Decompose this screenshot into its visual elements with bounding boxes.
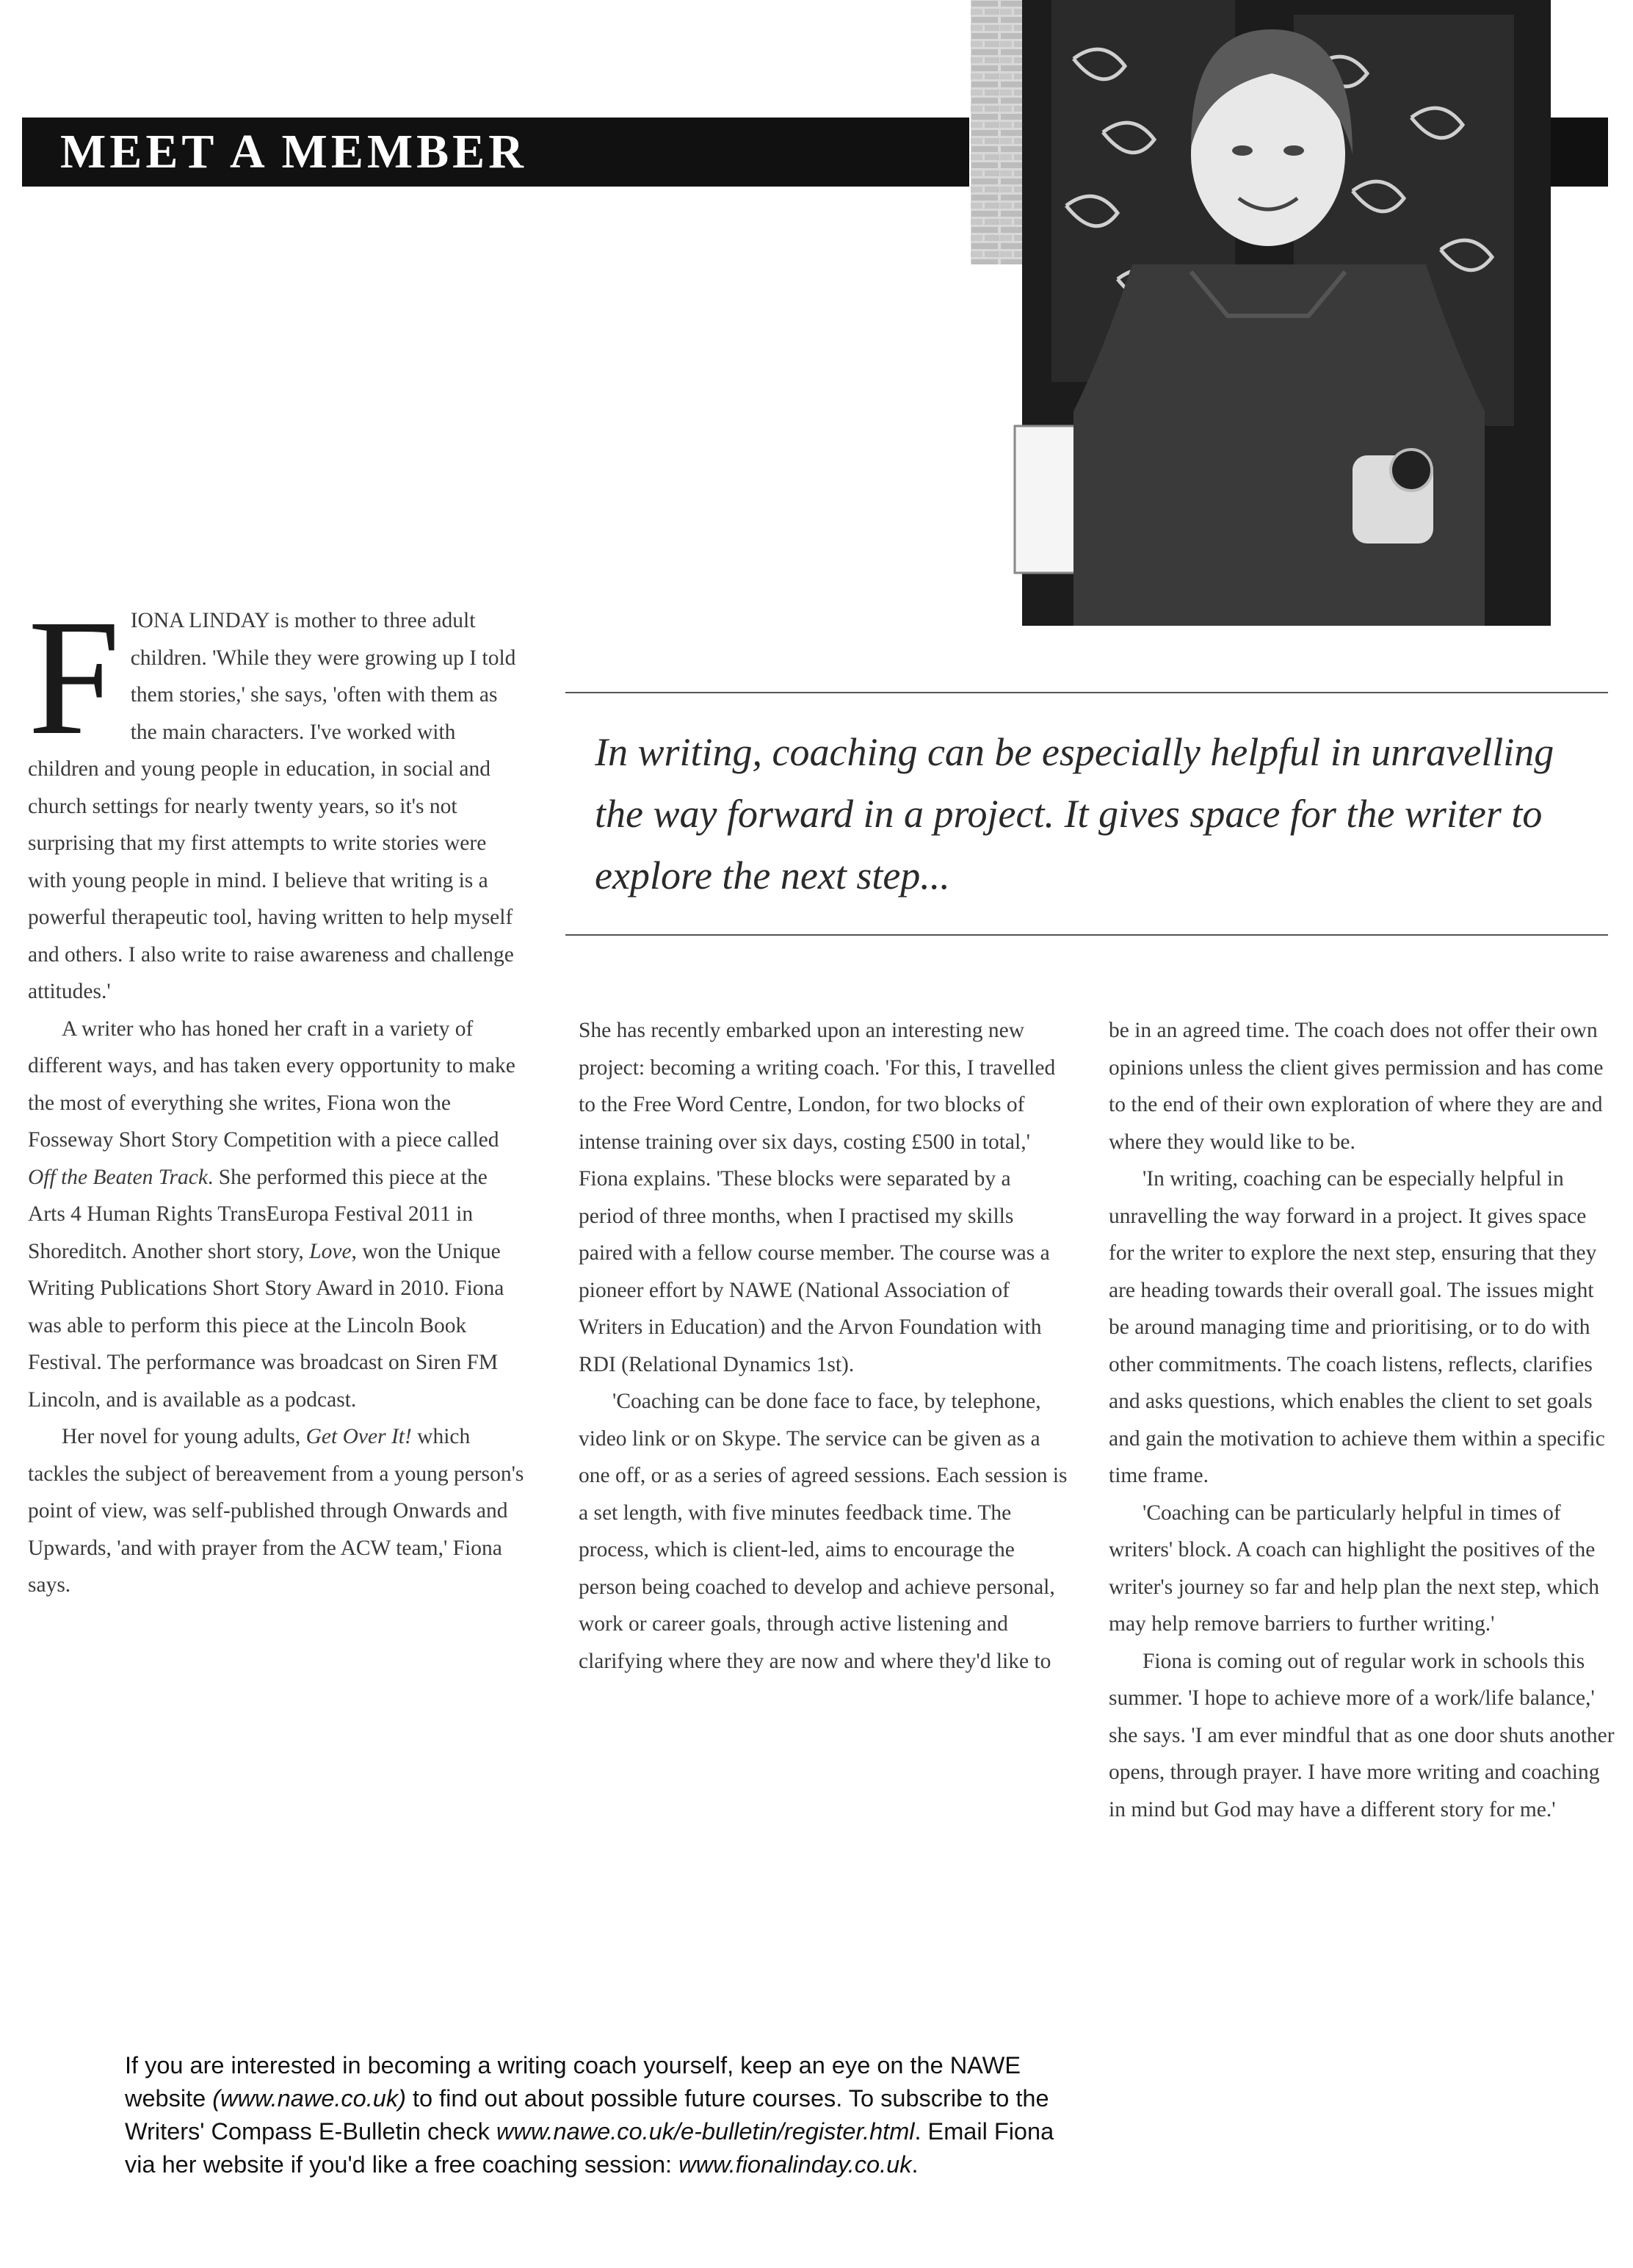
paragraph-text: 'Coaching can be done face to face, by telephone, video link or on Skype. The service can be given as a one off, or as a series of agreed sessions. Each session is a set length, with five minutes feedback time. The process, which is client-led, aims to encourage the person being coached to develop and achieve personal, work or career goals, through active listening and clarifying where they are now and where they'd like to bbox=[579, 1390, 1068, 1673]
paragraph-text: , won the Unique Writing Publications Short Story Award in 2010. Fiona was able to perform this piece at the Lincoln Book Festival. The performance was broadcast on Siren FM Lincoln, and is available as a podcast. bbox=[28, 1239, 504, 1412]
story-title: Love bbox=[309, 1239, 352, 1263]
article-paragraph bbox=[28, 1418, 527, 1604]
article-paragraph bbox=[579, 1012, 1069, 1383]
paragraph-text: A writer who has honed her craft in a variety of different ways, and has taken every opportunity to make the most of everything she writes, Fiona won the Fosseway Short Story Competition with a piece called bbox=[28, 1016, 515, 1152]
article-column-3 bbox=[1109, 1012, 1615, 1828]
paragraph-text: Her novel for young adults, bbox=[62, 1425, 306, 1448]
pull-quote bbox=[565, 692, 1608, 936]
callout-text: to find out about possible future courses. To subscribe to the Writers' Compass E-Bulletin check bbox=[125, 2085, 1049, 2145]
article-paragraph bbox=[1109, 1495, 1615, 1643]
paragraph-text: Fiona is coming out of regular work in schools this summer. 'I hope to achieve more of a work/life balance,' she says. 'I am ever mindful that as one door shuts another opens, through prayer. I have more writing and coaching in mind but God may have a different story for me.' bbox=[1109, 1649, 1615, 1821]
section-title: MEET A MEMBER bbox=[60, 125, 527, 178]
article-paragraph bbox=[579, 1383, 1069, 1680]
member-photo bbox=[971, 0, 1551, 626]
article-paragraph bbox=[1109, 1012, 1615, 1160]
article-paragraph bbox=[28, 585, 527, 1011]
article-column-1 bbox=[28, 585, 527, 1604]
article-paragraph bbox=[1109, 1160, 1615, 1495]
novel-title: Get Over It! bbox=[305, 1425, 412, 1448]
article-column-2 bbox=[579, 1012, 1069, 1680]
portrait-illustration bbox=[971, 0, 1551, 626]
callout-text: . Email Fiona via her website if you'd like a free coaching session: bbox=[125, 2118, 1054, 2178]
article-paragraph bbox=[28, 1011, 527, 1419]
paragraph-text: She has recently embarked upon an interesting new project: becoming a writing coach. 'For this, I travelled to the Free Word Centre, London, for two blocks of intense training over six days, costing £500 in total,' Fiona explains. 'These blocks were separated by a period of three months, when I practised my skills paired with a fellow course member. The course was a pioneer effort by NAWE (National Association of Writers in Education) and the Arvon Foundation with RDI (Relational Dynamics 1st). bbox=[579, 1019, 1056, 1376]
paragraph-text: which tackles the subject of bereavement from a young person's point of view, was self-published through Onwards and Upwards, 'and with prayer from the ACW team,' Fiona says. bbox=[28, 1425, 524, 1597]
paragraph-text: 'Coaching can be particularly helpful in times of writers' block. A coach can highlight the positives of the writer's journey so far and help plan the next step, which may help remove barriers to further writing.' bbox=[1109, 1500, 1600, 1636]
paragraph-text: . She performed this piece at the Arts 4 Human Rights TransEuropa Festival 2011 in Shoreditch. Another short story, bbox=[28, 1165, 488, 1263]
callout-text: If you are interested in becoming a writing coach yourself, keep an eye on the NAWE website bbox=[125, 2052, 1021, 2112]
bulletin-link[interactable]: www.nawe.co.uk/e-bulletin/register.html bbox=[496, 2118, 915, 2145]
pull-quote-text: In writing, coaching can be especially helpful in unravelling the way forward in a project. It gives space for the writer to explore the next step... bbox=[595, 730, 1554, 898]
paragraph-text: 'In writing, coaching can be especially helpful in unravelling the way forward in a project. It gives space for the writer to explore the next step, ensuring that they are heading towards their overall goal. The issues might be around managing time and prioritising, or to do with other commitments. The coach listens, reflects, clarifies and asks questions, which enables the client to set goals and gain the motivation to achieve them within a specific time frame. bbox=[1109, 1167, 1605, 1487]
banner-edge bbox=[1551, 118, 1608, 187]
nawe-link[interactable]: (www.nawe.co.uk) bbox=[212, 2085, 406, 2112]
article-paragraph bbox=[1109, 1643, 1615, 1829]
paragraph-text: be in an agreed time. The coach does not offer their own opinions unless the client gives permission and has come to the end of their own exploration of where they are and where they would like to be. bbox=[1109, 1019, 1604, 1154]
info-callout bbox=[125, 2049, 1072, 2181]
story-title: Off the Beaten Track bbox=[28, 1165, 208, 1189]
paragraph-text: IONA LINDAY is mother to three adult children. 'While they were growing up I told them stories,' she says, 'often with them as the main characters. I've worked with children and young people in education, in social and church settings for nearly twenty years, so it's not surprising that my first attempts to write stories were with young people in mind. I believe that writing is a powerful therapeutic tool, having written to help myself and others. I also write to raise awareness and challenge attitudes.' bbox=[28, 609, 516, 1003]
drop-cap: F bbox=[28, 585, 120, 769]
section-banner bbox=[22, 118, 969, 187]
callout-text: . bbox=[911, 2151, 919, 2178]
fiona-website-link[interactable]: www.fionalinday.co.uk bbox=[678, 2151, 912, 2178]
